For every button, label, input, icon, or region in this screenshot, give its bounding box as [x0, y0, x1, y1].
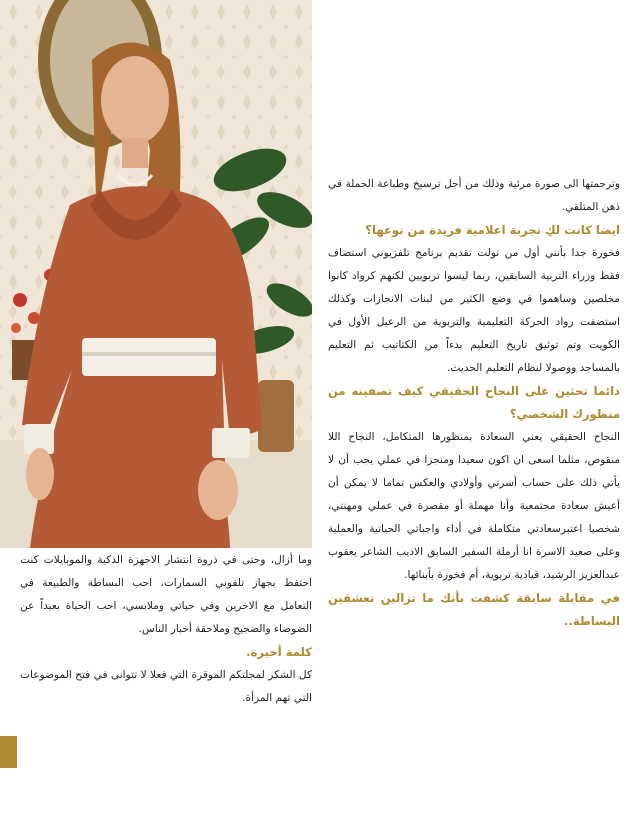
article-left-column [20, 549, 312, 710]
interview-question: دائما تحثين على النجاح الحقيقي كيف تصفينه من منظورك الشخصي؟ [328, 384, 620, 421]
paragraph: وما أزال، وحتى في ذروة انتشار الاجهزة الذكية والموبايلات كنت احتفظ بجهاز تلفوني السمارات، احب البساطة والطبيعة في التعامل مع الاخرين وفي حياتي وملابسي، احب الحياة بعيداً عن الضوضاء والضجيج وملاحقة أخبار الناس. [20, 554, 312, 635]
interview-question: في مقابلة سابقة كشفت بأنك ما تزالين تعشقين البساطة.. [328, 591, 620, 628]
paragraph: النجاح الحقيقي يعني السعادة بمنظورها المتكامل، النجاح اللا منقوص، مثلما اسعى ان اكون سعيدا ومنجزا في عملي يجب أن لا يأتي ذلك على حساب أسرتي وأولادي والعكس تماما لا يمكن أن أعيش سعادة مجتمعية وأنا مهملة أو مقصرة في عملي ومهنتي، شخصيا اعتبرسعادتي متكاملة في أداء واجباتي الحياتية والعملية وعلى صعيد الاسرة انا أرملة السفير السابق الاديب الشاعر يعقوب عبدالعزيز الرشيد، قيادية تربوية، أم فخورة بأبنائها. [328, 431, 620, 581]
article-right-column [328, 173, 620, 633]
interview-question: كلمة أخيرة. [246, 645, 312, 659]
portrait-photo [0, 0, 312, 548]
paragraph: وترجمتها الى صورة مرئية وذلك من أجل ترسيخ وطباعة الجملة في ذهن المتلقي. [328, 178, 620, 213]
portrait-illustration [0, 0, 312, 548]
interview-question: ايضا كانت لكِ تجربة اعلامية فريدة من نوعها؟ [365, 223, 620, 237]
paragraph: فخورة جدا بأنني أول من تولت تقديم برنامج تلفزيوني استضاف فقط وزراء التربية السابقين، ربما ليسوا تربويين لكنهم كرواد كانوا مخلصين وساهموا في وضع الكثير من لبنات الانجازات وكذلك استضفت رواد الحركة التعليمية والتربوية من الرعيل الأول في الكويت وتم توثيق تاريخ التعليم بدءاً من الكتاتيب ثم التعليم بالمساجد ووصولا لنظام التعليم الحديث. [328, 247, 620, 374]
page-edge-tab [0, 736, 17, 768]
paragraph: كل الشكر لمجلتكم الموقرة التي فعلا لا تتوانى في فتح الموضوعات التي تهم المرأة. [20, 669, 312, 704]
